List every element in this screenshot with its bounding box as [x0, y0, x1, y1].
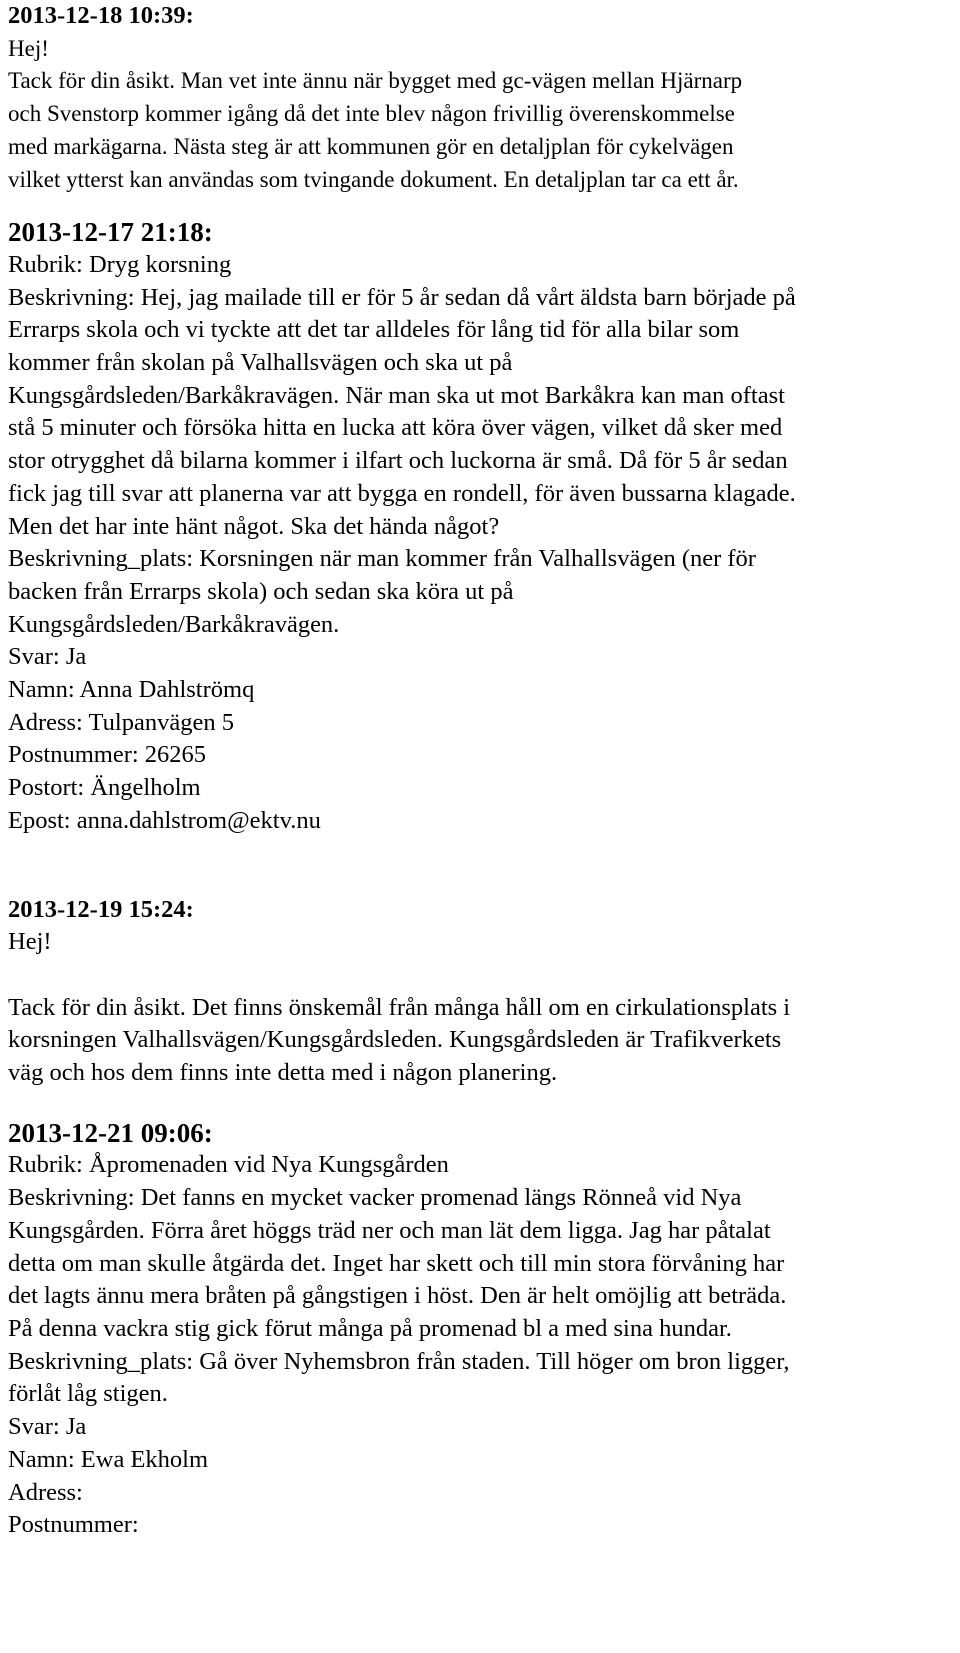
- text-line: med markägarna. Nästa steg är att kommunen gör en detaljplan för cykelvägen: [8, 133, 734, 159]
- name-line: Namn: Anna Dahlströmq: [8, 676, 255, 704]
- blank-line: [8, 959, 934, 992]
- location-line: backen från Errarps skola) och sedan ska köra ut på: [8, 577, 514, 605]
- address-line: Adress:: [8, 1478, 83, 1506]
- entry-timestamp: 2013-12-18 10:39:: [8, 2, 194, 29]
- entry-timestamp: 2013-12-17 21:18:: [8, 217, 213, 248]
- city-line: Postort: Ängelholm: [8, 774, 201, 802]
- location-line: Beskrivning_plats: Gå över Nyhemsbron från staden. Till höger om bron ligger,: [8, 1347, 790, 1375]
- entry-timestamp: 2013-12-21 09:06:: [8, 1117, 213, 1148]
- greeting-line: Hej!: [8, 928, 52, 956]
- answer-line: Svar: Ja: [8, 1413, 87, 1441]
- description-line: Beskrivning: Det fanns en mycket vacker promenad längs Rönneå vid Nya: [8, 1184, 742, 1212]
- email-line: Epost: anna.dahlstrom@ektv.nu: [8, 806, 321, 834]
- description-line: fick jag till svar att planerna var att bygga en rondell, för även bussarna klagade.: [8, 479, 796, 507]
- text-line: Tack för din åsikt. Man vet inte ännu när bygget med gc-vägen mellan Hjärnarp: [8, 68, 743, 94]
- description-line: Kungsgården. Förra året höggs träd ner och man lät dem ligga. Jag har påtalat: [8, 1216, 771, 1244]
- description-line: På denna vackra stig gick förut många på promenad bl a med sina hundar.: [8, 1315, 732, 1342]
- text-line: korsningen Valhallsvägen/Kungsgårdsleden. Kungsgårdsleden är Trafikverkets: [8, 1026, 782, 1054]
- name-line: Namn: Ewa Ekholm: [8, 1445, 209, 1473]
- text-line: och Svenstorp kommer igång då det inte blev någon frivillig överenskommelse: [8, 101, 735, 127]
- description-line: Errarps skola och vi tyckte att det tar alldeles för lång tid för alla bilar som: [8, 316, 740, 344]
- reply-entry: [8, 894, 934, 1090]
- postal-code-line: Postnummer: 26265: [8, 741, 207, 769]
- answer-line: Svar: Ja: [8, 643, 87, 671]
- description-line: Kungsgårdsleden/Barkåkravägen. När man ska ut mot Barkåkra kan man oftast: [8, 381, 785, 409]
- description-line: Men det har inte hänt något. Ska det hända något?: [8, 512, 500, 540]
- location-line: Kungsgårdsleden/Barkåkravägen.: [8, 610, 340, 638]
- description-line: stå 5 minuter och försöka hitta en lucka att köra över vägen, vilket då sker med: [8, 414, 783, 442]
- postal-code-line: Postnummer:: [8, 1511, 139, 1539]
- description-line: det lagts ännu mera bråten på gångstigen i höst. Den är helt omöjlig att beträda.: [8, 1282, 787, 1310]
- text-line: vilket ytterst kan användas som tvingande dokument. En detaljplan tar ca ett år.: [8, 166, 739, 192]
- subject-line: Rubrik: Dryg korsning: [8, 250, 232, 278]
- text-line: väg och hos dem finns inte detta med i någon planering.: [8, 1059, 558, 1087]
- submission-entry: [8, 216, 934, 837]
- location-line: Beskrivning_plats: Korsningen när man kommer från Valhallsvägen (ner för: [8, 545, 756, 573]
- description-line: Beskrivning: Hej, jag mailade till er för 5 år sedan då vårt äldsta barn började på: [8, 283, 796, 311]
- description-line: stor otrygghet då bilarna kommer i ilfart och luckorna är små. Då för 5 år sedan: [8, 447, 788, 475]
- description-line: kommer från skolan på Valhallsvägen och ska ut på: [8, 349, 513, 377]
- entry-timestamp: 2013-12-19 15:24:: [8, 895, 194, 923]
- description-line: detta om man skulle åtgärda det. Inget har skett och till min stora förvåning har: [8, 1249, 785, 1277]
- subject-line: Rubrik: Åpromenaden vid Nya Kungsgården: [8, 1151, 449, 1179]
- text-line: Tack för din åsikt. Det finns önskemål från många håll om en cirkulationsplats i: [8, 993, 791, 1021]
- greeting-line: Hej!: [8, 35, 49, 61]
- reply-entry: [8, 0, 934, 196]
- location-line: förlåt låg stigen.: [8, 1380, 168, 1408]
- submission-entry: [8, 1117, 934, 1542]
- address-line: Adress: Tulpanvägen 5: [8, 708, 234, 736]
